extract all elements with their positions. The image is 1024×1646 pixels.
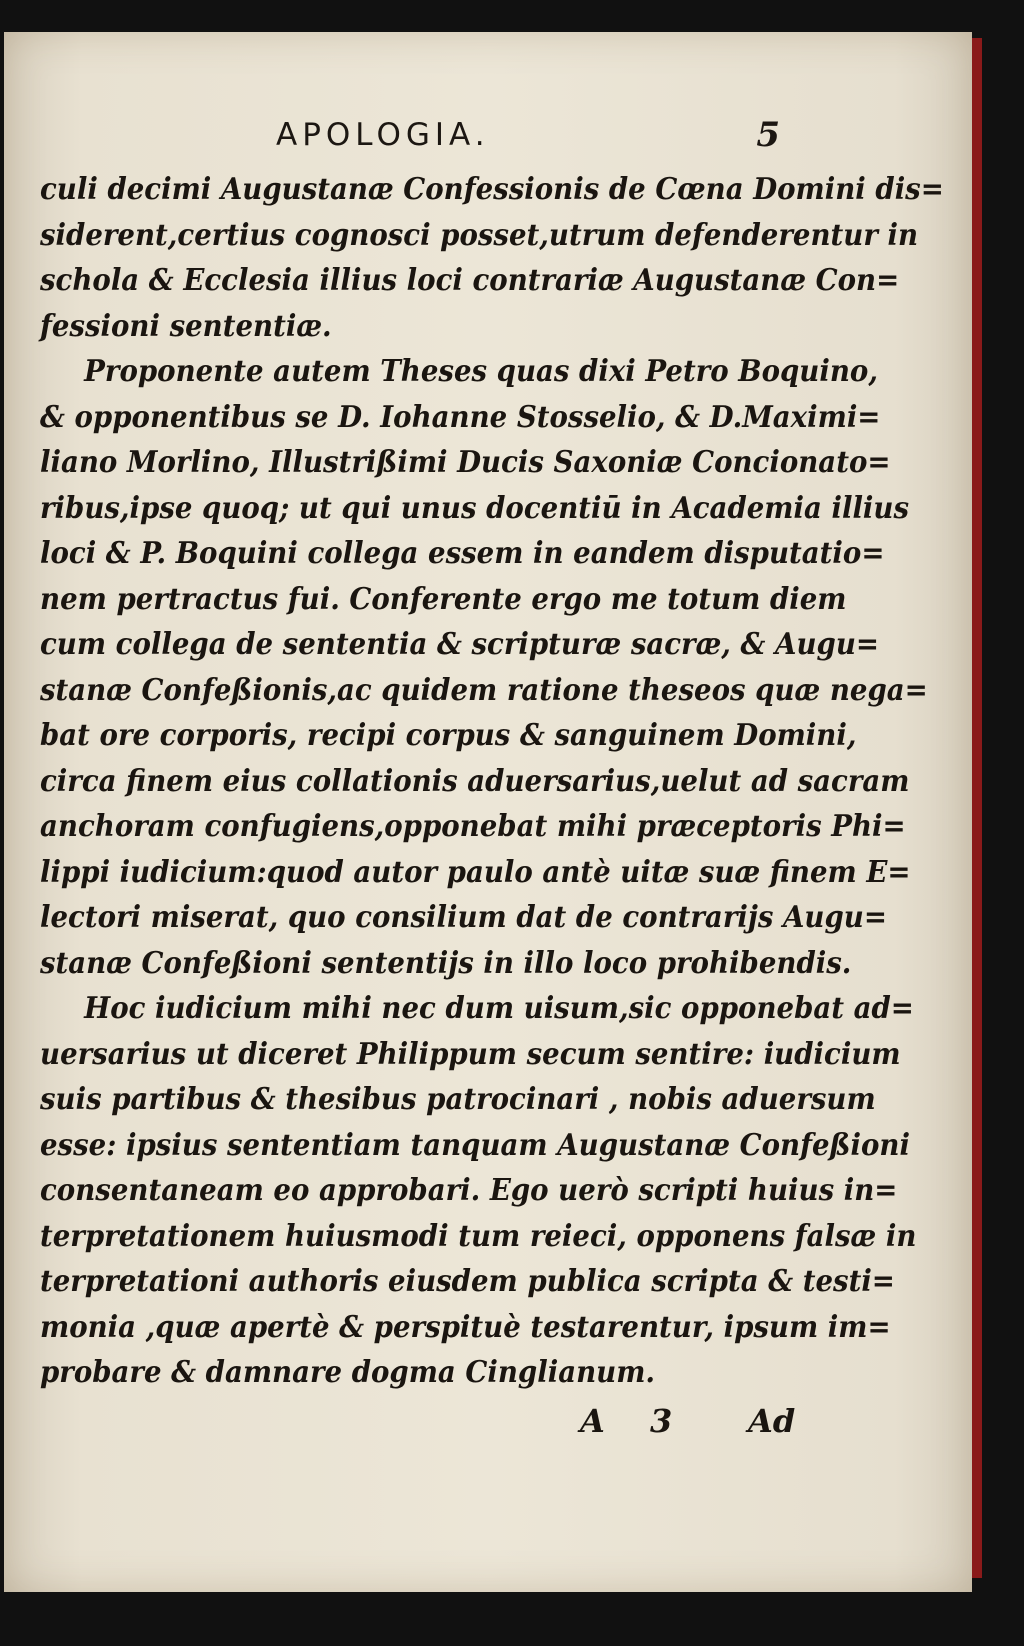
page-footer <box>4 1394 972 1444</box>
text-line: lippi iudicium:quod autor paulo antè uitæ suæ finem E= <box>40 854 911 890</box>
text-line: esse: ipsius sententiam tanquam Augustanæ Confeßioni <box>40 1127 910 1163</box>
catchword: Ad <box>748 1402 796 1440</box>
book-page <box>4 32 972 1592</box>
text-line: stanæ Confeßionis,ac quidem ratione theseos quæ nega= <box>40 672 928 708</box>
signature-mark: A 3 <box>580 1402 673 1440</box>
text-line: & opponentibus se D. Iohanne Stosselio, & D.Maximi= <box>40 399 881 435</box>
text-line: monia ,quæ apertè & perspituè testarentur, ipsum im= <box>40 1309 891 1345</box>
text-line: bat ore corporis, recipi corpus & sanguinem Domini, <box>40 718 857 753</box>
text-line: fessioni sententiæ. <box>40 308 332 344</box>
folio-number: 5 <box>756 115 780 155</box>
text-line: Proponente autem Theses quas dixi Petro Boquino, <box>84 354 878 389</box>
text-line: circa finem eius collationis aduersarius,uelut ad sacram <box>40 763 910 799</box>
text-line: liano Morlino, Illustrißimi Ducis Saxoniæ Concionato= <box>40 445 891 480</box>
text-line: consentaneam eo approbari. Ego uerò scripti huius in= <box>40 1173 898 1208</box>
text-line: schola & Ecclesia illius loci contrariæ Augustanæ Con= <box>40 263 900 298</box>
running-title: APOLOGIA. <box>276 117 490 153</box>
text-line: terpretationem huiusmodi tum reieci, opponens falsæ in <box>40 1218 917 1254</box>
text-line: probare & damnare dogma Cinglianum. <box>40 1355 656 1390</box>
text-line: anchoram confugiens,opponebat mihi præceptoris Phi= <box>40 809 906 844</box>
text-line: Hoc iudicium mihi nec dum uisum,sic opponebat ad= <box>84 991 914 1026</box>
text-line: loci & P. Boquini collega essem in eandem disputatio= <box>40 536 885 571</box>
text-line: culi decimi Augustanæ Confessionis de Cœna Domini dis= <box>40 172 944 207</box>
page-header <box>4 87 972 155</box>
text-line: suis partibus & thesibus patrocinari , nobis aduersum <box>40 1082 876 1117</box>
text-line: nem pertractus fui. Conferente ergo me totum diem <box>40 581 847 617</box>
text-line: lectori miserat, quo consilium dat de contrarijs Augu= <box>40 900 887 935</box>
text-line: ribus,ipse quoq; ut qui unus docentiū in Academia illius <box>40 490 910 526</box>
text-line: siderent,certius cognosci posset,utrum defenderentur in <box>40 217 919 253</box>
text-line: stanæ Confeßioni sententijs in illo loco prohibendis. <box>40 945 852 981</box>
text-line: cum collega de sententia & scripturæ sacræ, & Augu= <box>40 627 880 662</box>
body-text <box>40 167 944 1396</box>
text-line: uersarius ut diceret Philippum secum sentire: iudicium <box>40 1036 901 1072</box>
text-line: terpretationi authoris eiusdem publica scripta & testi= <box>40 1264 895 1299</box>
